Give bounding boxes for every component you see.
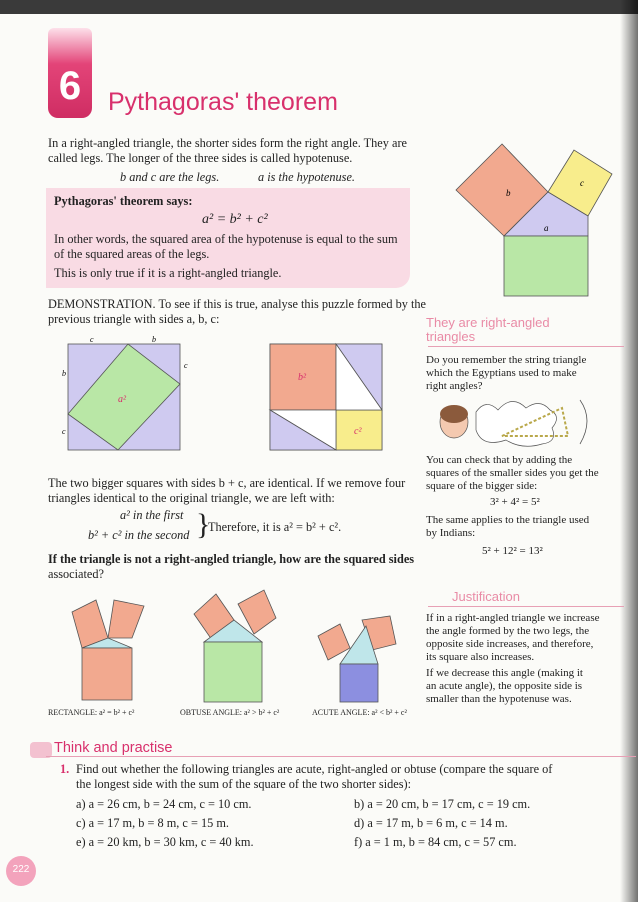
question-item-c: c) a = 17 m, b = 8 m, c = 15 m. xyxy=(76,816,229,830)
diagram-rectangle xyxy=(66,590,158,708)
label-b: b xyxy=(506,188,511,198)
question-line-1: Find out whether the following triangles are acute, right-angled or obtuse (compare the square of xyxy=(76,762,553,776)
intro-line-2: called legs. The longer of the three sides is called hypotenuse. xyxy=(48,151,353,165)
sidebar-q2: which the Egyptians used to make xyxy=(426,367,577,379)
theorem-words-2: of the squared areas of the legs. xyxy=(54,247,210,261)
label-a: a xyxy=(544,223,549,233)
question-line-2: the longest side with the sum of the square of the two shorter sides): xyxy=(76,777,412,791)
sidebar-c2: squares of the smaller sides you get the xyxy=(426,467,599,479)
pythagoras-diagram xyxy=(428,128,614,298)
theorem-says: Pythagoras' theorem says: xyxy=(54,194,193,208)
after-line-1: The two bigger squares with sides b + c, are identical. If we remove four xyxy=(48,476,406,490)
theorem-formula: a² = b² + c² xyxy=(202,212,268,227)
square-a xyxy=(504,236,588,296)
practise-rule xyxy=(46,756,636,757)
justification-heading: Justification xyxy=(452,589,520,604)
label-c: c xyxy=(580,178,584,188)
sidebar-q3: right angles? xyxy=(426,380,483,392)
scan-right-edge xyxy=(620,0,638,902)
chapter-title: Pythagoras' theorem xyxy=(108,88,338,116)
after-first: a² in the first xyxy=(120,508,184,522)
question-item-a: a) a = 26 cm, b = 24 cm, c = 10 cm. xyxy=(76,797,252,811)
puzzle-square-right xyxy=(262,336,392,460)
justification-5: If we decrease this angle (making it xyxy=(426,667,583,679)
after-second: b² + c² in the second xyxy=(88,528,190,542)
caption-obtuse: OBTUSE ANGLE: a² > b² + c² xyxy=(180,708,280,717)
label-b2: b² xyxy=(298,372,306,383)
question-item-d: d) a = 17 m, b = 6 m, c = 14 m. xyxy=(354,816,508,830)
justification-1: If in a right-angled triangle we increase xyxy=(426,612,600,624)
sidebar-c1: You can check that by adding the xyxy=(426,454,573,466)
justification-rule xyxy=(428,606,624,607)
diagram-obtuse xyxy=(190,586,282,708)
intro-line-1: In a right-angled triangle, the shorter sides form the right angle. They are xyxy=(48,136,407,150)
justification-7: smaller than the hypotenuse was. xyxy=(426,693,572,705)
justification-6: an acute angle), the opposite side is xyxy=(426,680,583,692)
brace: } xyxy=(196,508,211,541)
practise-heading: Think and practise xyxy=(54,740,173,756)
question-number: 1. xyxy=(60,762,70,776)
scan-top-edge xyxy=(0,0,638,14)
sidebar-heading-1: They are right-angled xyxy=(426,315,550,330)
sidebar-heading-2: triangles xyxy=(426,329,476,344)
label-b: b xyxy=(152,336,156,344)
sidebar-c3: square of the bigger side: xyxy=(426,480,538,492)
sidebar-s1: The same applies to the triangle used xyxy=(426,514,590,526)
label-b: b xyxy=(62,369,66,378)
caption-acute: ACUTE ANGLE: a² < b² + c² xyxy=(312,708,407,717)
label-a2: a² xyxy=(118,394,126,405)
demo-line-1: DEMONSTRATION. To see if this is true, analyse this puzzle formed by the xyxy=(48,297,426,311)
justification-4: its square also increases. xyxy=(426,651,535,663)
question-item-e: e) a = 20 km, b = 30 km, c = 40 km. xyxy=(76,835,254,849)
after-line-2: triangles identical to the original triangle, we are left with: xyxy=(48,491,335,505)
intro-hypotenuse: a is the hypotenuse. xyxy=(258,170,355,184)
sidebar-q1: Do you remember the string triangle xyxy=(426,354,587,366)
diagram-acute xyxy=(316,610,400,706)
intro-legs: b and c are the legs. xyxy=(120,170,220,184)
label-c2: c² xyxy=(354,426,362,437)
egyptian-rope-illustration xyxy=(432,392,602,452)
puzzle-square-left xyxy=(60,336,190,460)
label-c: c xyxy=(184,361,188,370)
sidebar-s2: by Indians: xyxy=(426,527,476,539)
demo-line-2: previous triangle with sides a, b, c: xyxy=(48,312,220,326)
question-item-f: f) a = 1 m, b = 84 cm, c = 57 cm. xyxy=(354,835,517,849)
chapter-number: 6 xyxy=(58,64,82,108)
question-item-b: b) a = 20 cm, b = 17 cm, c = 19 cm. xyxy=(354,797,531,811)
not-right-line-2: associated? xyxy=(48,567,104,581)
justification-3: opposite side increases, and therefore, xyxy=(426,638,594,650)
label-c: c xyxy=(62,427,66,436)
sidebar-eq1: 3² + 4² = 5² xyxy=(490,496,540,508)
justification-2: the angle formed by the two legs, the xyxy=(426,625,590,637)
sidebar-rule xyxy=(428,346,624,347)
theorem-words-1: In other words, the squared area of the hypotenuse is equal to the sum xyxy=(54,232,398,246)
after-therefore: Therefore, it is a² = b² + c². xyxy=(208,520,342,534)
page-number: 222 xyxy=(12,864,30,875)
caption-rectangle: RECTANGLE: a² = b² + c² xyxy=(48,708,135,717)
label-c: c xyxy=(90,336,94,344)
theorem-only: This is only true if it is a right-angled triangle. xyxy=(54,266,282,280)
not-right-line-1: If the triangle is not a right-angled triangle, how are the squared sides xyxy=(48,552,415,566)
sidebar-eq2: 5² + 12² = 13² xyxy=(482,545,543,557)
